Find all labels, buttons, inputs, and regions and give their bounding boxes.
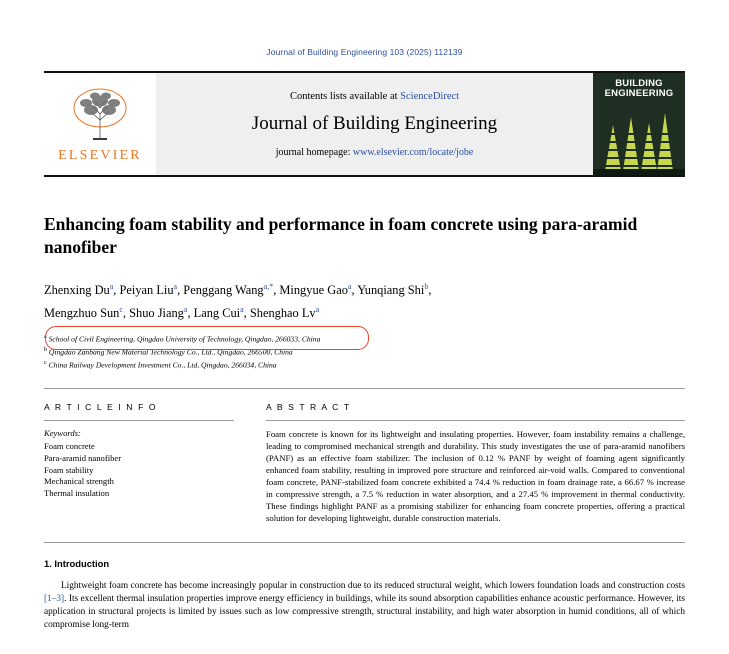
author-list xyxy=(44,277,685,323)
cover-title xyxy=(593,79,685,99)
author: Shuo Jiang$^a$ xyxy=(129,305,188,321)
elsevier-tree-icon xyxy=(67,86,133,146)
author: Mengzhuo Sun$^c$ xyxy=(44,305,123,321)
keywords-list xyxy=(44,441,234,499)
affiliation: $^b$ Qingdao Zanbang New Material Technology Co., Ltd., Qingdao, 266500, China xyxy=(44,347,293,357)
keyword: Foam stability xyxy=(44,464,94,475)
intro-text-pre: Lightweight foam concrete has become increasingly popular in construction due to its reduced structural weight, which lowers foundation loads and construction costs xyxy=(61,580,685,591)
citation-link[interactable]: [1–3] xyxy=(44,593,65,604)
publisher-logo xyxy=(44,73,156,175)
keyword: Mechanical strength xyxy=(44,476,114,487)
divider xyxy=(266,420,685,421)
section-heading-introduction: 1. Introduction xyxy=(44,557,110,569)
author-line-1: Zhenxing Du$^a$, Peiyan Liu$^a$, Penggang Wang$^{a,*}$, Mingyue Gao$^a$, Yunqiang Shi$^b$, xyxy=(44,282,432,298)
article-info-column xyxy=(44,402,234,524)
running-head: Journal of Building Engineering 103 (2025) 112139 xyxy=(266,47,463,57)
keyword: Para-aramid nanofiber xyxy=(44,452,122,463)
divider xyxy=(44,420,234,421)
affiliation: $^a$ School of Civil Engineering, Qingdao University of Technology, Qingdao, 266033, China xyxy=(44,334,321,344)
keywords-label: Keywords: xyxy=(44,428,81,439)
introduction-paragraph xyxy=(44,580,685,633)
article-info-heading: A R T I C L E I N F O xyxy=(44,402,158,413)
sciencedirect-link[interactable]: ScienceDirect xyxy=(400,90,460,102)
cover-title-line1: BUILDING xyxy=(615,78,663,89)
contents-prefix: Contents lists available at xyxy=(289,90,401,102)
author: Lang Cui$^a$ xyxy=(193,305,244,321)
affiliation-list xyxy=(44,332,685,371)
cover-title-line2: ENGINEERING xyxy=(604,88,674,99)
intro-text-post: . Its excellent thermal insulation properties improve energy efficiency in buildings, while its sound absorption capabilities enhance acoustic performance. However, its application in structural projects is limited by issues such as low compressive strength, structural instability, and high water absorption in humid conditions, all of which compromise long-term xyxy=(44,593,685,631)
author: Shenghao Lv$^a$ xyxy=(249,305,320,321)
page-bottom-fade xyxy=(0,648,729,654)
author-line-2: Mengzhuo Sun$^c$, Shuo Jiang$^a$, Lang Cui$^a$, Shenghao Lv$^a$ xyxy=(44,305,320,321)
info-abstract-row xyxy=(44,402,685,524)
journal-cover-image xyxy=(593,73,685,175)
journal-homepage-link[interactable]: www.elsevier.com/locate/jobe xyxy=(352,146,474,158)
elsevier-wordmark: ELSEVIER xyxy=(58,148,142,163)
contents-line xyxy=(290,91,459,102)
author: Yunqiang Shi$^b$ xyxy=(357,282,429,298)
homepage-line xyxy=(276,147,474,158)
homepage-prefix: journal homepage: xyxy=(275,146,353,158)
keyword: Thermal insulation xyxy=(44,487,110,498)
article-content xyxy=(44,213,685,632)
author: Zhenxing Du$^a$ xyxy=(44,282,114,298)
divider xyxy=(44,542,685,543)
keyword: Foam concrete xyxy=(44,441,95,452)
masthead-center xyxy=(156,73,593,175)
author: Peiyan Liu$^a$ xyxy=(119,282,178,298)
author: Penggang Wang$^{a,*}$ xyxy=(183,282,274,298)
abstract-column xyxy=(266,402,685,524)
page-title: Enhancing foam stability and performance in foam concrete using para-aramid nanofiber xyxy=(44,214,638,257)
journal-masthead xyxy=(44,71,685,177)
author: Mingyue Gao$^a$ xyxy=(279,282,352,298)
journal-title: Journal of Building Engineering xyxy=(251,112,498,134)
divider xyxy=(44,388,685,389)
affiliation: $^c$ China Railway Development Investment Co., Ltd, Qingdao, 266034, China xyxy=(44,360,277,370)
abstract-text: Foam concrete is known for its lightweight and insulating properties. However, foam instability remains a challenge, leading to compromised mechanical strength and durability. This study investigates the use of para-aramid nanofibers (PANF) as an effective foam stabilizer. The inclusion of 0.12 % PANF by weight of foaming agent significantly enhanced foam stability, resulting in improved pore structure and reinforced air-void walls. Compared to conventional foam concrete, PANF-stabilized foam concrete exhibited a 74.4 % reduction in foam drainage rate, a 66.67 % increase in compressive strength, a 7.5 % reduction in water absorption, and a 27.45 % improvement in thermal conductivity. These findings highlight PANF as a promising stabilizer for enhancing foam concrete properties, offering a practical solution for developing lightweight, durable construction materials. xyxy=(266,429,685,523)
abstract-heading: A B S T R A C T xyxy=(266,402,351,413)
